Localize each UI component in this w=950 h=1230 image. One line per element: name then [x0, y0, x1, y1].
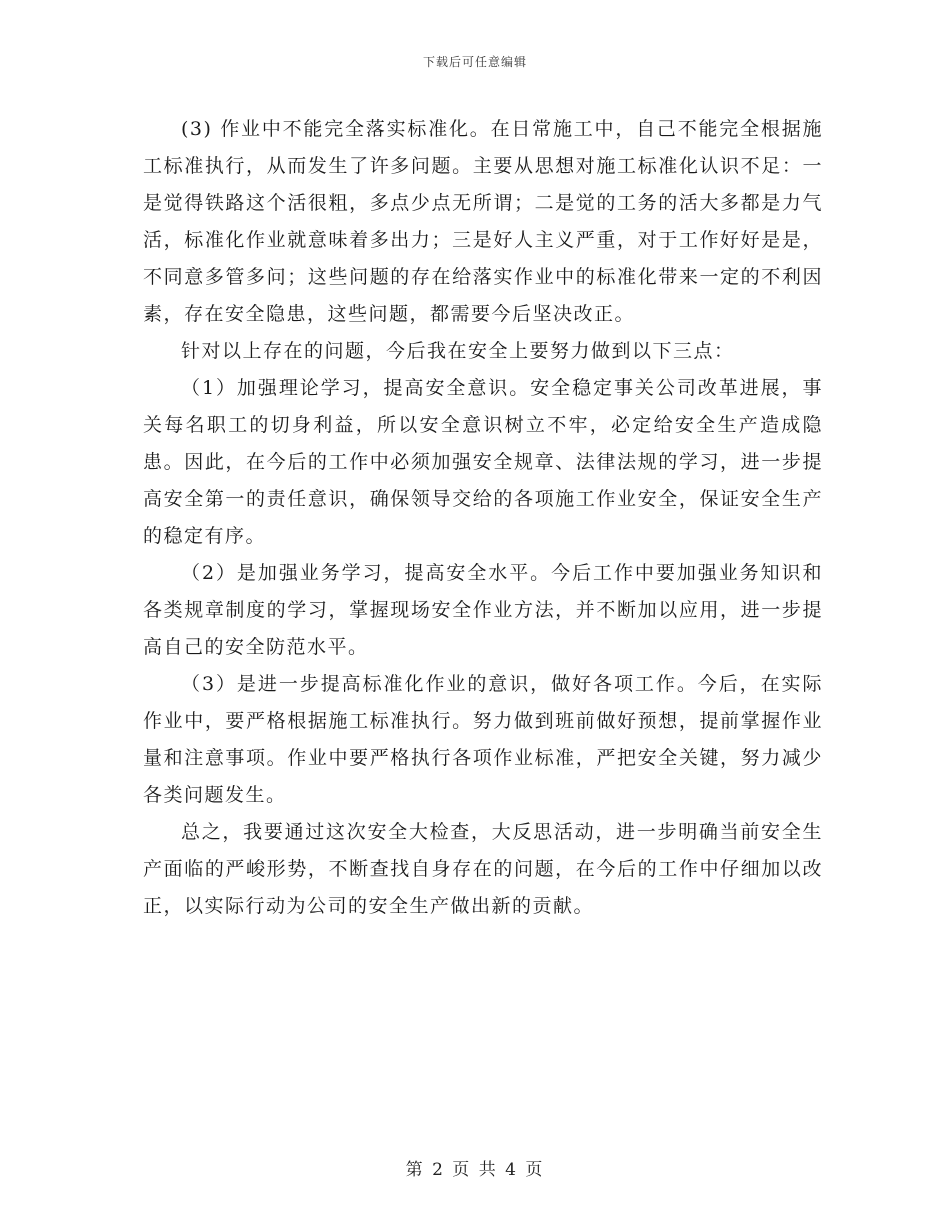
page-header: 下载后可任意编辑 — [422, 55, 527, 69]
paragraph-business-study: （2）是加强业务学习，提高安全水平。今后工作中要加强业务知识和各类规章制度的学习，掌握现场安全作业方法，并不断加以应用，进一步提高自己的安全防范水平。 — [143, 562, 823, 658]
paragraph-standardization-issue: (3) 作业中不能完全落实标准化。在日常施工中，自己不能完全根据施工标准执行，从而发生了许多问题。主要从思想对施工标准化认识不足：一是觉得铁路这个活很粗，多点少点无所谓；二是觉的工务的活大多都是力气活，标准化作业就意味着多出力；三是好人主义严重，对于工作好好是是，不同意多管多问；这些问题的存在给落实作业中的标准化带来一定的不利因素，存在安全隐患，这些问题，都需要今后坚决改正。 — [143, 118, 823, 325]
document-body — [143, 111, 823, 925]
page-number: 第 2 页 共 4 页 — [405, 1160, 545, 1180]
paragraph-theory-study: （1）加强理论学习，提高安全意识。安全稳定事关公司改革进展，事关每名职工的切身利益，所以安全意识树立不牢，必定给安全生产造成隐患。因此，在今后的工作中必须加强安全规章、法律法规的学习，进一步提高安全第一的责任意识，确保领导交给的各项施工作业安全，保证安全生产的稳定有序。 — [143, 377, 823, 547]
paragraph-conclusion: 总之，我要通过这次安全大检查，大反思活动，进一步明确当前安全生产面临的严峻形势，不断查找自身存在的问题，在今后的工作中仔细加以改正，以实际行动为公司的安全生产做出新的贡献。 — [143, 821, 823, 917]
paragraph-improvement-intro: 针对以上存在的问题，今后我在安全上要努力做到以下三点： — [181, 340, 735, 362]
paragraph-standardized-operation: （3）是进一步提高标准化作业的意识，做好各项工作。今后，在实际作业中，要严格根据施工标准执行。努力做到班前做好预想，提前掌握作业量和注意事项。作业中要严格执行各项作业标准，严把安全关键，努力减少各类问题发生。 — [143, 673, 823, 806]
